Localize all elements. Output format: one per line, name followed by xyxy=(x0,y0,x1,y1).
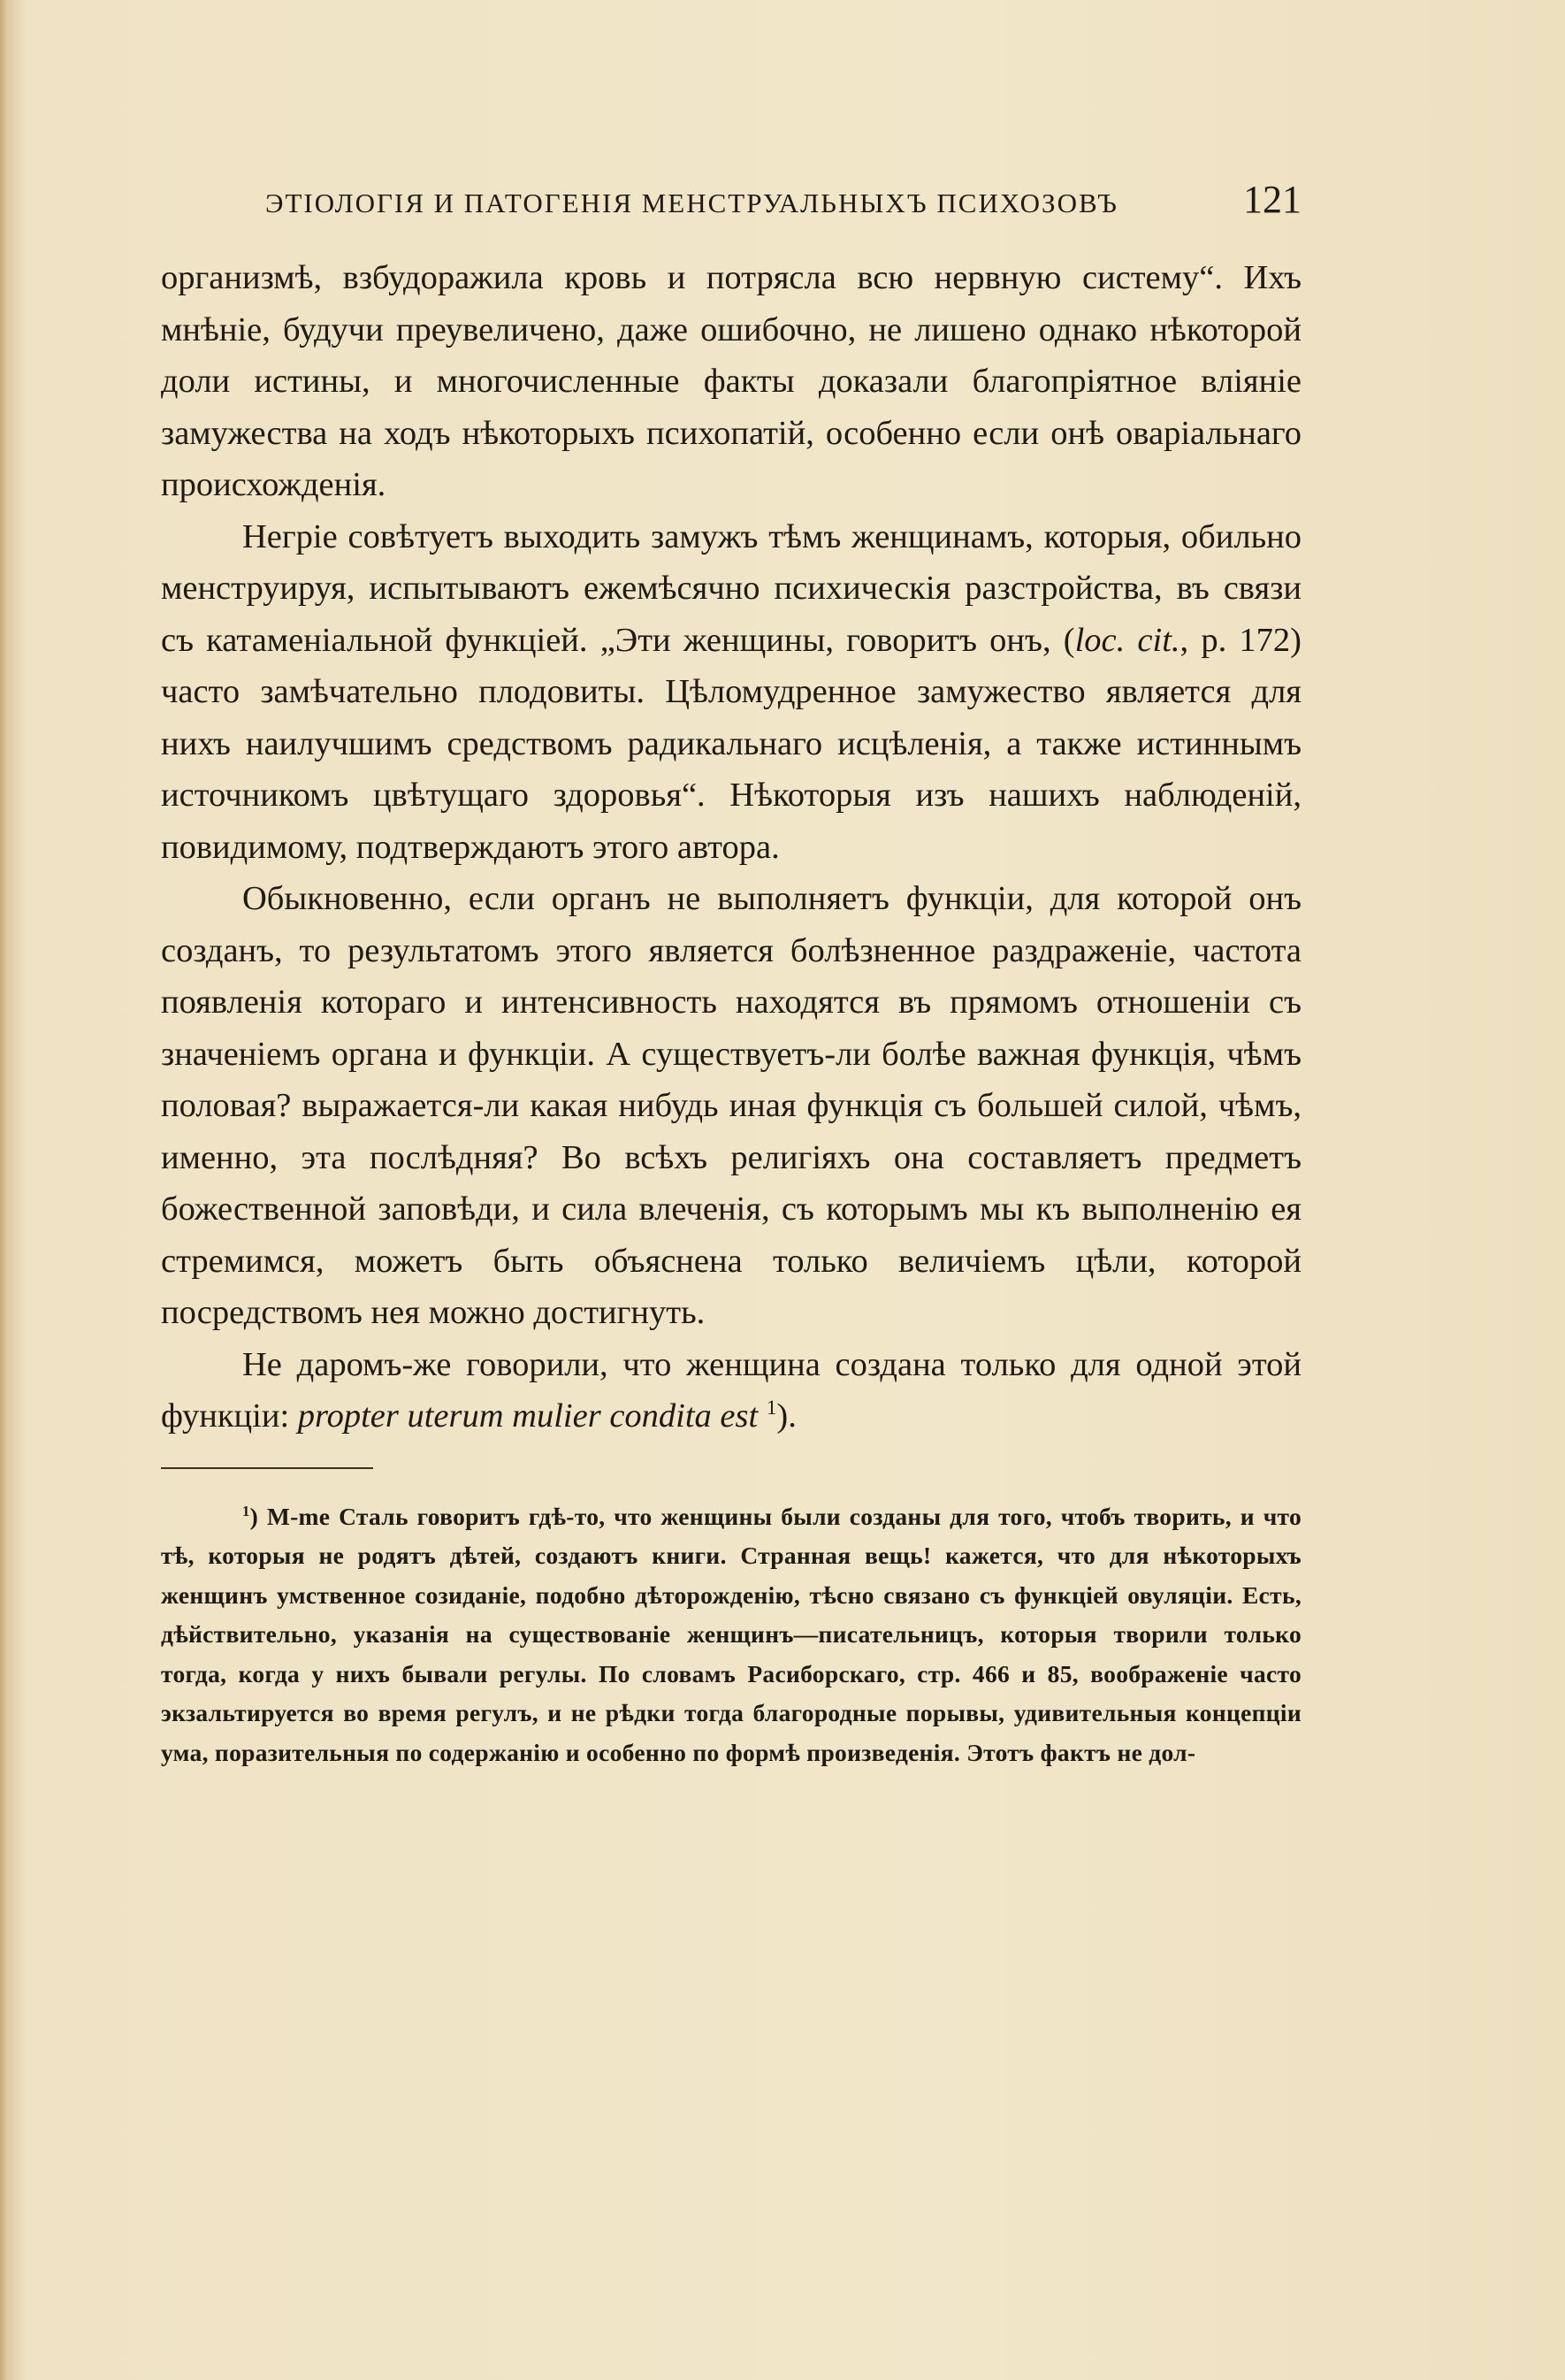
footnote-rule xyxy=(161,1467,373,1469)
paragraph-1: организмѣ, взбудоражила кровь и потрясла всю нервную систему“. Ихъ мнѣнiе, будучи преувеличено, даже ошибочно, не лишено однако нѣкоторой доли истины, и многочисленные факты доказали благопрiятное влiянiе замужества на ходъ нѣкоторыхъ психопатiй, особенно если онѣ оварiальнаго происхожденiя. xyxy=(161,259,1302,503)
running-title: ЭТIОЛОГIЯ И ПАТОГЕНIЯ МЕНСТРУАЛЬНЫХЪ ПСИХОЗОВЪ xyxy=(265,187,1118,218)
citation-loc-cit: loc. cit. xyxy=(1074,621,1180,659)
paragraph-2-part-b: , p. 172) часто замѣчательно плодовиты. Цѣломудренное замужество является для нихъ наилучшимъ средствомъ радикальнаго исцѣленiя, а также истиннымъ источникомъ цвѣтущаго здоровья“. Нѣкоторыя изъ нашихъ наблюденiй, повидимому, подтверждаютъ этого автора. xyxy=(161,621,1302,866)
latin-quote: propter uterum mulier condita est xyxy=(297,1397,759,1435)
main-text xyxy=(161,252,1302,1443)
footnote-1-text: ) M-me Сталь говоритъ гдѣ-то, что женщины были созданы для того, чтобъ творить, и что тѣ, которыя не родятъ дѣтей, создаютъ книги. Странная вещь! кажется, что для нѣкоторыхъ женщинъ умственное созиданiе, подобно дѣторожденiю, тѣсно связано съ функцiей овуляцiи. Есть, дѣйствительно, указанiя на существованiе женщинъ—писательницъ, которыя творили только тогда, когда у нихъ бывали регулы. По словамъ Расиборскаго, стр. 466 и 85, воображенiе часто экзальтируется во время регулъ, и не рѣдки тогда благородные порывы, удивительныя концепцiи ума, поразительныя по содержанiю и особенно по формѣ произведенiя. Этотъ фактъ не дол- xyxy=(161,1502,1302,1766)
footnote xyxy=(161,1497,1302,1773)
paragraph-2-part-a: Негрiе совѣтуетъ выходить замужъ тѣмъ женщинамъ, которыя, обильно менструируя, испытываютъ ежемѣсячно психическiя разстройства, въ связи съ катаменiальной функцiей. „Эти женщины, говоритъ онъ, ( xyxy=(161,517,1302,659)
paragraph-4-part-a: Не даромъ-же говорили, что женщина создана только для одной этой функцiи: xyxy=(161,1345,1302,1435)
text-block xyxy=(161,177,1302,1772)
paragraph-3: Обыкновенно, если органъ не выполняетъ функцiи, для которой онъ созданъ, то результатомъ этого является болѣзненное раздраженiе, частота появленiя котораго и интенсивность находятся въ прямомъ отношенiи съ значенiемъ органа и функцiи. А существуетъ-ли болѣе важная функцiя, чѣмъ половая? выражается-ли какая нибудь иная функцiя съ большей силой, чѣмъ, именно, эта послѣдняя? Во всѣхъ религiяхъ она составляетъ предметъ божественной заповѣди, и сила влеченiя, съ которымъ мы къ выполненiю ея стремимся, можетъ быть объяснена только величiемъ цѣли, которой посредствомъ нея можно достигнуть. xyxy=(161,880,1302,1331)
running-head xyxy=(161,177,1302,222)
paragraph-4-end: ). xyxy=(776,1397,797,1435)
footnote-1-marker: 1 xyxy=(242,1502,250,1519)
page-number: 121 xyxy=(1243,178,1302,221)
footnote-1 xyxy=(161,1497,1302,1773)
paragraph-2 xyxy=(161,511,1302,874)
footnote-marker: 1 xyxy=(766,1396,777,1420)
paragraph-4 xyxy=(161,1339,1302,1443)
